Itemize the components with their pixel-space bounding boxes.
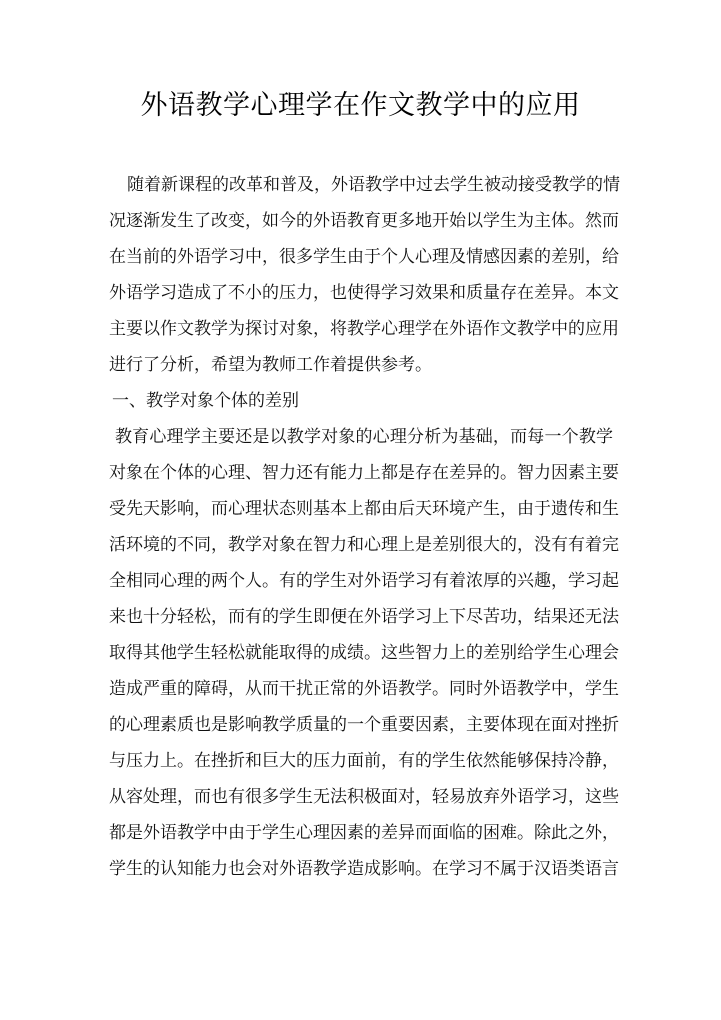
paragraph-line: 造成严重的障碍，从而干扰正常的外语教学。同时外语教学中，学生 xyxy=(109,679,619,699)
paragraph-line: 教育心理学主要还是以教学对象的心理分析为基础，而每一个教学 xyxy=(115,427,613,447)
paragraph-line: 与压力上。在挫折和巨大的压力面前，有的学生依然能够保持冷静， xyxy=(109,751,619,771)
paragraph-line: 的心理素质也是影响教学质量的一个重要因素，主要体现在面对挫折 xyxy=(109,715,619,735)
paragraph-line: 随着新课程的改革和普及，外语教学中过去学生被动接受教学的情 xyxy=(127,175,620,195)
paragraph-line: 全相同心理的两个人。有的学生对外语学习有着浓厚的兴趣，学习起 xyxy=(109,571,619,591)
paragraph-line: 外语学习造成了不小的压力，也使得学习效果和质量存在差异。本文 xyxy=(109,283,619,303)
paragraph-line: 对象在个体的心理、智力还有能力上都是存在差异的。智力因素主要 xyxy=(109,463,619,483)
paragraph-line: 在当前的外语学习中，很多学生由于个人心理及情感因素的差别，给 xyxy=(109,247,619,267)
document-title: 外语教学心理学在作文教学中的应用 xyxy=(140,90,581,121)
paragraph-line: 都是外语教学中由于学生心理因素的差异而面临的困难。除此之外， xyxy=(109,823,619,843)
paragraph-line: 来也十分轻松，而有的学生即便在外语学习上下尽苦功，结果还无法 xyxy=(109,607,619,627)
paragraph-line: 学生的认知能力也会对外语教学造成影响。在学习不属于汉语类语言 xyxy=(109,859,619,879)
paragraph-line: 活环境的不同，教学对象在智力和心理上是差别很大的，没有有着完 xyxy=(109,535,619,555)
paragraph-line: 况逐渐发生了改变，如今的外语教育更多地开始以学生为主体。然而 xyxy=(109,211,619,231)
paragraph-line: 取得其他学生轻松就能取得的成绩。这些智力上的差别给学生心理会 xyxy=(109,643,619,663)
paragraph-line: 主要以作文教学为探讨对象，将教学心理学在外语作文教学中的应用 xyxy=(109,319,619,339)
paragraph-line: 进行了分析，希望为教师工作着提供参考。 xyxy=(109,355,432,375)
paragraph-line: 从容处理，而也有很多学生无法积极面对，轻易放弃外语学习，这些 xyxy=(109,787,619,807)
section-heading: 一、教学对象个体的差别 xyxy=(112,391,299,411)
paragraph-line: 受先天影响，而心理状态则基本上都由后天环境产生，由于遗传和生 xyxy=(109,499,619,519)
